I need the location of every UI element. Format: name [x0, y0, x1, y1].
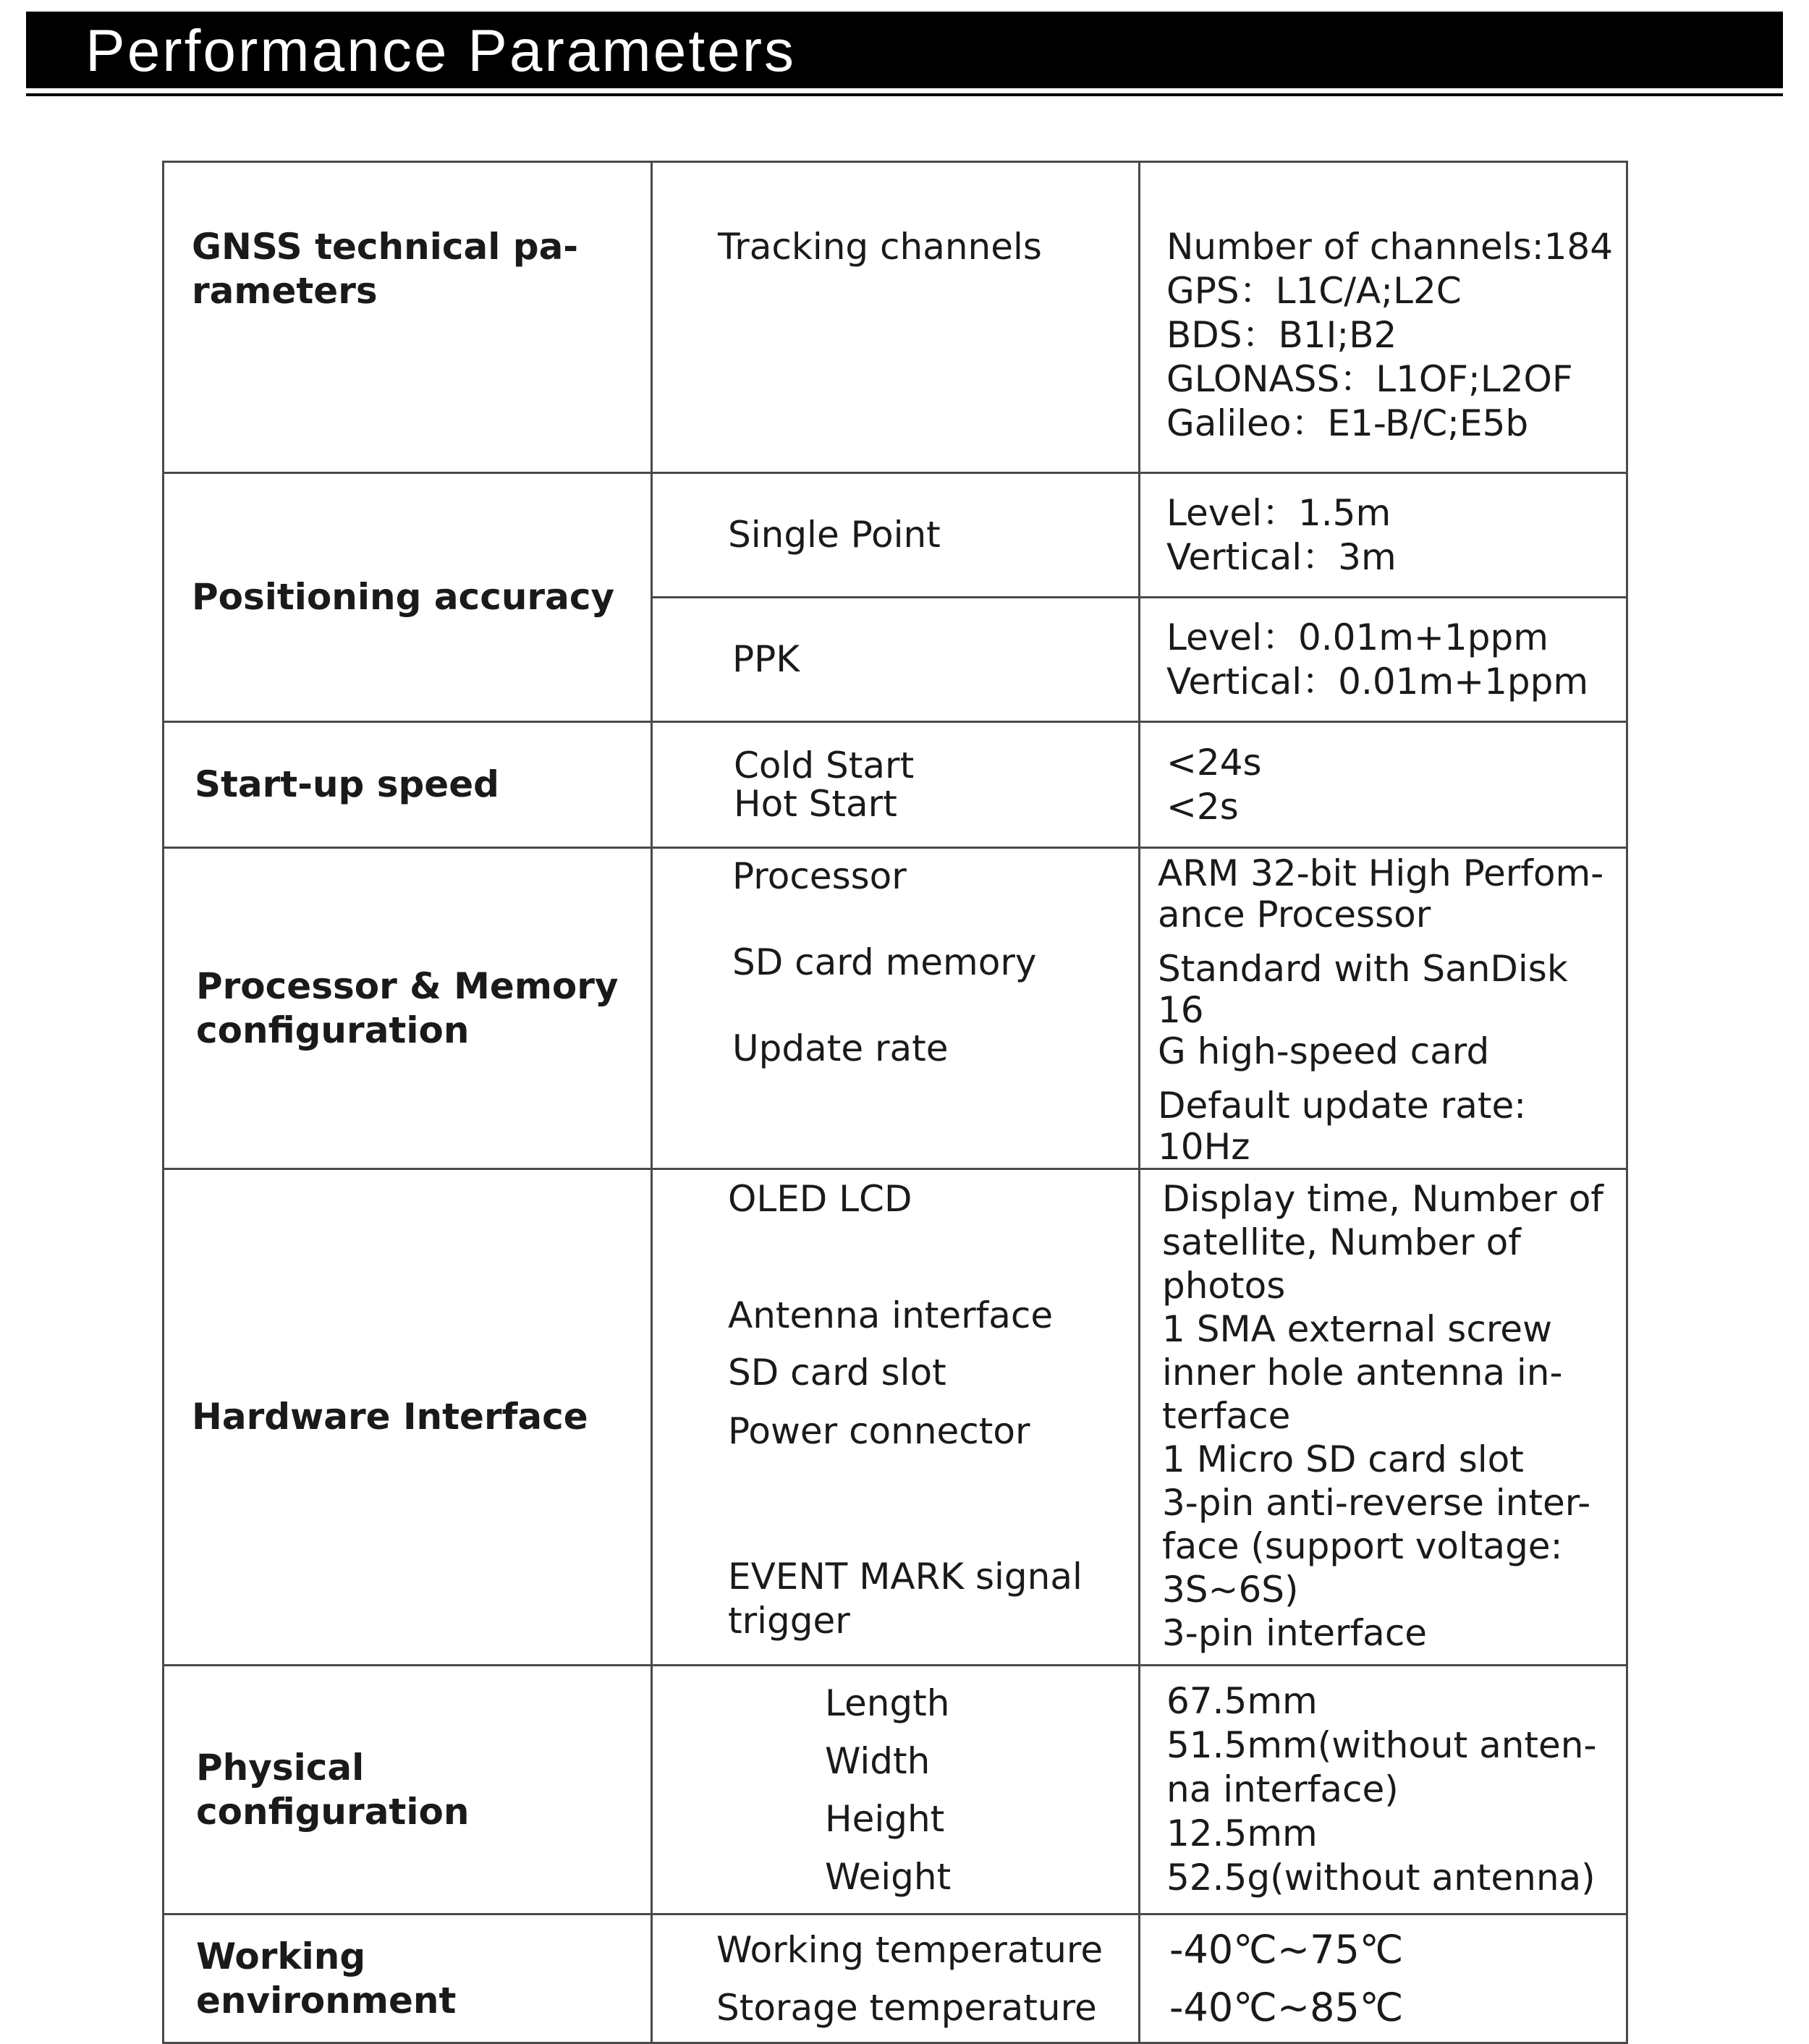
- table-row-environment: [164, 1914, 1627, 2043]
- category-cell: [164, 1914, 652, 2043]
- parameter-cell: [652, 473, 1140, 598]
- parameter-label: Single Point: [728, 514, 941, 556]
- parameter-label: Working temperature: [716, 1928, 1103, 1971]
- parameter-cell: [652, 1169, 1140, 1666]
- category-label: Processor & Memory configuration: [196, 964, 619, 1051]
- parameter-cell: [652, 1914, 1140, 2043]
- category-cell: [164, 162, 652, 473]
- table-row-hardware: [164, 1169, 1627, 1666]
- value-text: GLONASS：L1OF;L2OF: [1166, 358, 1573, 400]
- value-text: Display time, Number of satellite, Number of photos: [1162, 1178, 1603, 1307]
- parameter-label: Hot Start: [734, 782, 897, 825]
- value-text: <2s: [1166, 785, 1239, 828]
- parameter-label: EVENT MARK signal trigger: [728, 1556, 1083, 1642]
- value-cell: [1140, 473, 1627, 598]
- category-cell: [164, 848, 652, 1169]
- parameter-cell: [652, 1666, 1140, 1914]
- parameter-label: Antenna interface: [728, 1294, 1054, 1336]
- parameter-cell: [652, 722, 1140, 848]
- value-text: Default update rate: 10Hz: [1158, 1085, 1538, 1168]
- category-cell: [164, 1666, 652, 1914]
- table-row-physical: [164, 1666, 1627, 1914]
- value-text: 67.5mm: [1166, 1680, 1318, 1722]
- value-text: -40℃~85℃: [1169, 1984, 1404, 2030]
- value-cell: [1140, 1914, 1627, 2043]
- parameter-label: Cold Start: [734, 744, 915, 786]
- table-row-startup: [164, 722, 1627, 848]
- value-text: Number of channels:184: [1166, 226, 1614, 268]
- parameter-label: Width: [825, 1739, 931, 1782]
- parameter-cell: [652, 598, 1140, 722]
- value-text: BDS：B1I;B2: [1166, 314, 1397, 356]
- value-cell: [1140, 722, 1627, 848]
- category-label: GNSS technical pa- rameters: [192, 226, 579, 312]
- category-label: Physical configuration: [196, 1746, 470, 1833]
- category-cell: [164, 1169, 652, 1666]
- value-text: 1 SMA external screw inner hole antenna in- terface: [1162, 1308, 1563, 1437]
- parameter-label: Tracking channels: [718, 226, 1042, 268]
- parameter-cell: [652, 162, 1140, 473]
- value-cell: [1140, 598, 1627, 722]
- value-text: 3-pin interface: [1162, 1612, 1428, 1654]
- parameter-label: OLED LCD: [728, 1178, 912, 1220]
- category-label: Positioning accuracy: [192, 576, 615, 618]
- value-text: Level：1.5m: [1166, 491, 1391, 534]
- parameter-label: Length: [825, 1682, 950, 1724]
- value-cell: [1140, 162, 1627, 473]
- category-label: Working environment: [196, 1935, 457, 2022]
- category-label: Hardware Interface: [192, 1396, 588, 1438]
- value-text: GPS：L1C/A;L2C: [1166, 270, 1462, 312]
- value-cell: [1140, 1666, 1627, 1914]
- value-text: ARM 32-bit High Perfom- ance Processor: [1158, 852, 1604, 936]
- value-text: <24s: [1166, 741, 1262, 784]
- header-divider: [26, 93, 1783, 96]
- category-cell: [164, 722, 652, 848]
- page-title: Performance Parameters: [85, 18, 797, 84]
- value-text: 52.5g(without antenna): [1166, 1857, 1596, 1899]
- category-label: Start-up speed: [195, 763, 499, 805]
- value-cell: [1140, 1169, 1627, 1666]
- value-text: 3-pin anti-reverse inter- face (support voltage: 3S~6S): [1162, 1482, 1591, 1611]
- value-text: Vertical：0.01m+1ppm: [1166, 660, 1589, 703]
- value-text: Level：0.01m+1ppm: [1166, 616, 1549, 658]
- performance-parameters-table: [162, 161, 1628, 2044]
- value-text: Galileo：E1-B/C;E5b: [1166, 402, 1529, 444]
- parameter-label: Power connector: [728, 1410, 1030, 1452]
- parameter-label: Height: [825, 1797, 945, 1840]
- table-row-positioning-single: [164, 473, 1627, 598]
- table-row-gnss: [164, 162, 1627, 473]
- page-header: [26, 12, 1783, 88]
- category-cell: [164, 473, 652, 722]
- value-cell: [1140, 848, 1627, 1169]
- parameter-label: SD card slot: [728, 1352, 946, 1394]
- parameter-label: Processor: [732, 855, 907, 897]
- parameter-label: Update rate: [732, 1027, 949, 1069]
- value-text: 12.5mm: [1166, 1812, 1318, 1854]
- parameter-label: Storage temperature: [716, 1986, 1097, 2029]
- parameter-label: PPK: [732, 638, 800, 680]
- parameter-label: Weight: [825, 1855, 952, 1898]
- parameter-label: SD card memory: [732, 941, 1037, 983]
- table-row-processor: [164, 848, 1627, 1169]
- value-text: Standard with SanDisk 16 G high-speed card: [1158, 948, 1568, 1072]
- value-text: -40℃~75℃: [1169, 1926, 1404, 1972]
- parameter-cell: [652, 848, 1140, 1169]
- value-text: Vertical：3m: [1166, 535, 1397, 578]
- value-text: 51.5mm(without anten- na interface): [1166, 1724, 1597, 1810]
- value-text: 1 Micro SD card slot: [1162, 1438, 1524, 1480]
